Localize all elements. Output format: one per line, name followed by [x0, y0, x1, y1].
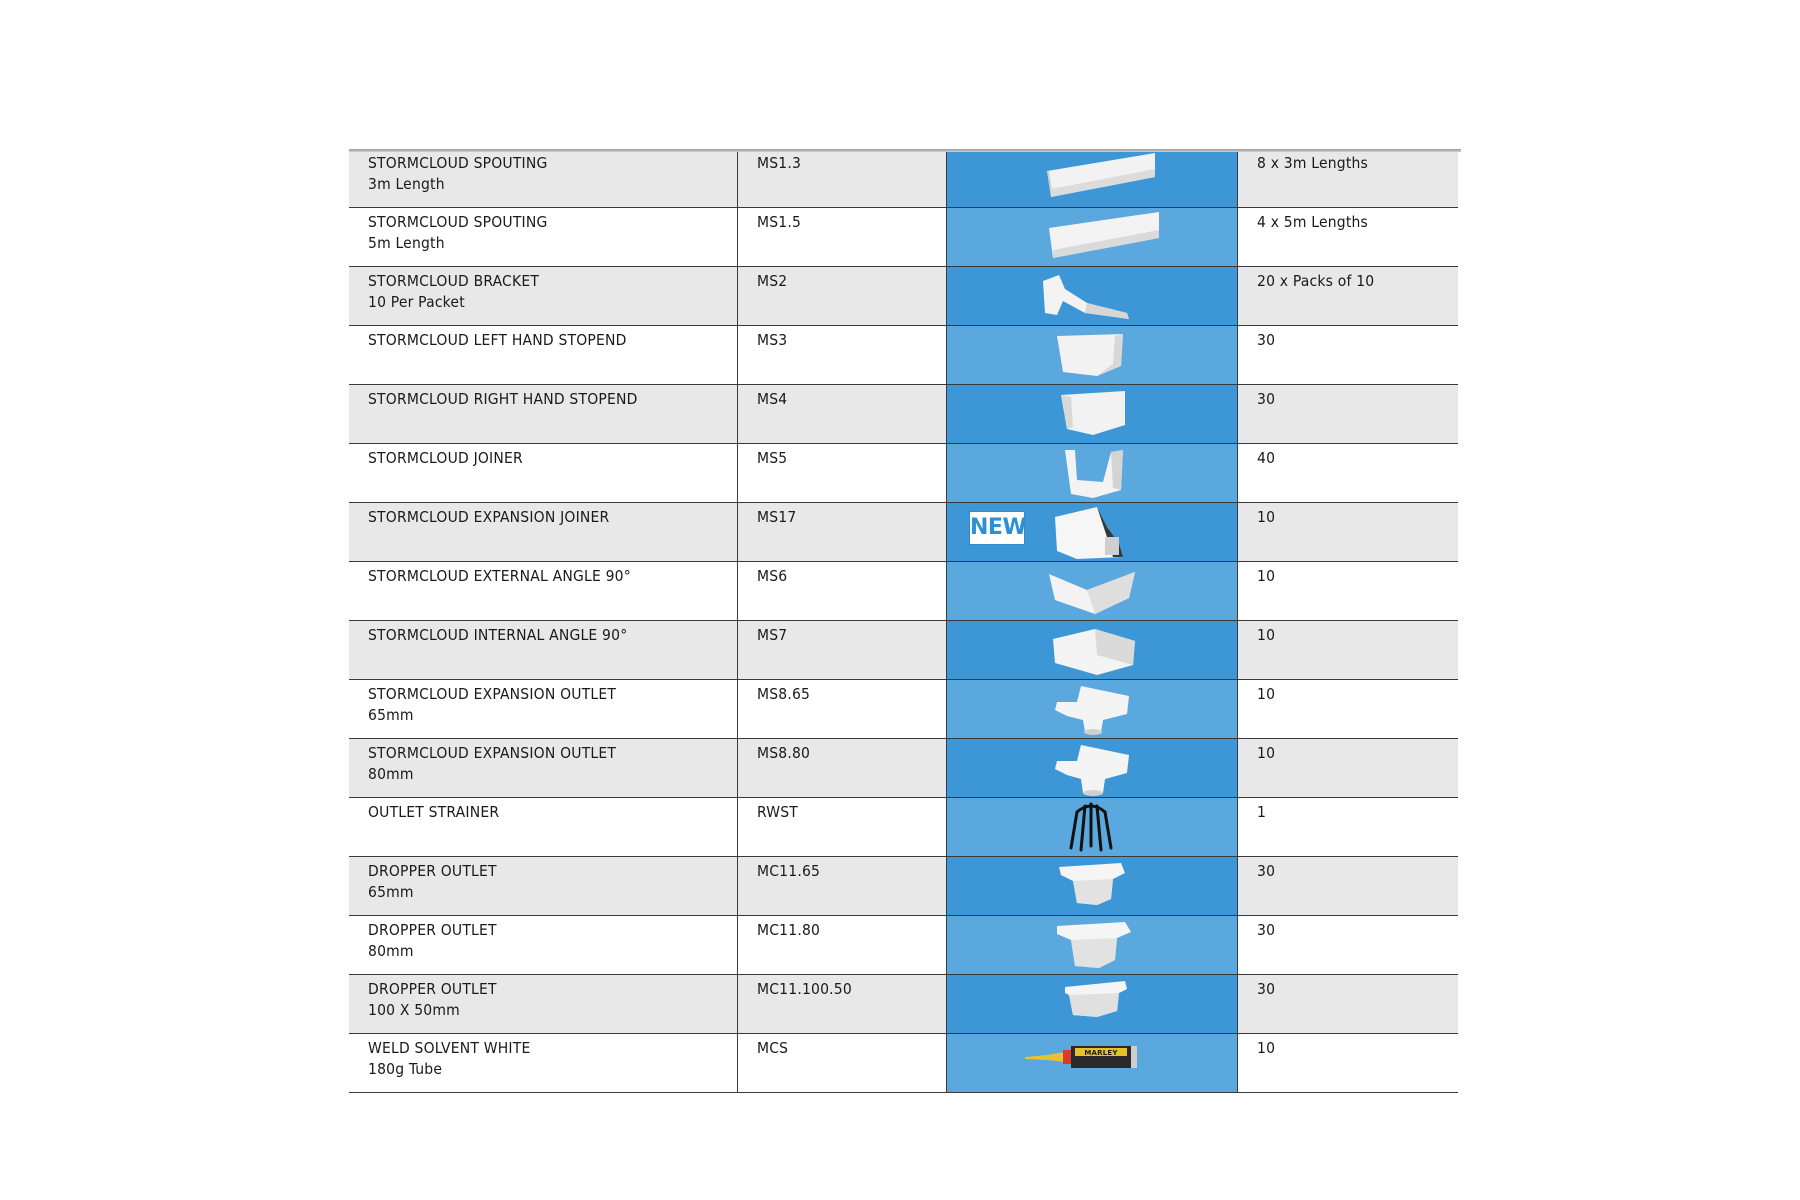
product-name: STORMCLOUD RIGHT HAND STOPEND [368, 390, 638, 408]
description-cell [349, 916, 738, 975]
product-code: MS1.5 [757, 213, 802, 231]
code-cell [738, 680, 947, 739]
image-cell [947, 503, 1238, 562]
product-name: STORMCLOUD SPOUTING [368, 154, 548, 172]
code-cell [738, 385, 947, 444]
pack-quantity: 10 [1257, 626, 1276, 644]
top-rule [349, 149, 1461, 152]
product-name: DROPPER OUTLET [368, 980, 497, 998]
product-detail: 10 Per Packet [368, 293, 465, 311]
image-cell [947, 1034, 1238, 1093]
description-cell [349, 149, 738, 208]
table-row [349, 680, 1458, 739]
product-name: STORMCLOUD EXPANSION OUTLET [368, 685, 617, 703]
description-cell [349, 267, 738, 326]
quantity-cell [1238, 680, 1459, 739]
product-detail: 5m Length [368, 234, 445, 252]
right-stopend-icon [947, 385, 1237, 443]
product-code: MS8.80 [757, 744, 811, 762]
product-code: MS2 [757, 272, 788, 290]
description-cell [349, 444, 738, 503]
code-cell [738, 444, 947, 503]
product-code: RWST [757, 803, 799, 821]
table-row [349, 739, 1458, 798]
product-detail: 180g Tube [368, 1060, 443, 1078]
joiner-icon [947, 444, 1237, 502]
description-cell [349, 739, 738, 798]
image-cell [947, 149, 1238, 208]
image-cell [947, 857, 1238, 916]
internal-angle-icon [947, 621, 1237, 679]
left-stopend-icon [947, 326, 1237, 384]
spouting-5m-icon [947, 208, 1237, 266]
product-code: MS3 [757, 331, 788, 349]
table-row [349, 621, 1458, 680]
description-cell [349, 975, 738, 1034]
quantity-cell [1238, 385, 1459, 444]
pack-quantity: 30 [1257, 390, 1276, 408]
table-row [349, 267, 1458, 326]
image-cell [947, 444, 1238, 503]
image-cell [947, 562, 1238, 621]
pack-quantity: 30 [1257, 921, 1276, 939]
table-row [349, 1034, 1458, 1093]
pack-quantity: 30 [1257, 862, 1276, 880]
product-detail: 65mm [368, 706, 414, 724]
table-row [349, 975, 1458, 1034]
product-name: DROPPER OUTLET [368, 862, 497, 880]
quantity-cell [1238, 1034, 1459, 1093]
code-cell [738, 1034, 947, 1093]
pack-quantity: 1 [1257, 803, 1267, 821]
product-name: DROPPER OUTLET [368, 921, 497, 939]
product-name: STORMCLOUD EXTERNAL ANGLE 90° [368, 567, 631, 585]
product-detail: 80mm [368, 942, 414, 960]
product-name: STORMCLOUD SPOUTING [368, 213, 548, 231]
quantity-cell [1238, 562, 1459, 621]
image-cell [947, 739, 1238, 798]
product-code: MC11.80 [757, 921, 821, 939]
pack-quantity: 8 x 3m Lengths [1257, 154, 1368, 172]
table-row [349, 916, 1458, 975]
product-code: MC11.65 [757, 862, 821, 880]
image-cell [947, 326, 1238, 385]
code-cell [738, 208, 947, 267]
pack-quantity: 10 [1257, 1039, 1276, 1057]
bracket-icon [947, 267, 1237, 325]
description-cell [349, 503, 738, 562]
image-cell [947, 267, 1238, 326]
code-cell [738, 326, 947, 385]
quantity-cell [1238, 798, 1459, 857]
description-cell [349, 562, 738, 621]
table-row [349, 857, 1458, 916]
pack-quantity: 30 [1257, 980, 1276, 998]
code-cell [738, 798, 947, 857]
quantity-cell [1238, 326, 1459, 385]
table-row [349, 149, 1458, 208]
product-detail: 65mm [368, 883, 414, 901]
quantity-cell [1238, 975, 1459, 1034]
expansion-outlet-65-icon [947, 680, 1237, 738]
image-cell [947, 385, 1238, 444]
description-cell [349, 680, 738, 739]
pack-quantity: 10 [1257, 685, 1276, 703]
code-cell [738, 621, 947, 680]
brand-label: MARLEY [1084, 1049, 1118, 1057]
product-detail: 100 X 50mm [368, 1001, 460, 1019]
code-cell [738, 562, 947, 621]
table-row [349, 798, 1458, 857]
product-code: MS7 [757, 626, 788, 644]
pack-quantity: 20 x Packs of 10 [1257, 272, 1375, 290]
product-code: MS4 [757, 390, 788, 408]
product-name: WELD SOLVENT WHITE [368, 1039, 531, 1057]
table-row [349, 385, 1458, 444]
dropper-outlet-65-icon [947, 857, 1237, 915]
product-code: MS17 [757, 508, 797, 526]
pack-quantity: 4 x 5m Lengths [1257, 213, 1368, 231]
product-table [349, 149, 1458, 1093]
description-cell [349, 621, 738, 680]
quantity-cell [1238, 444, 1459, 503]
pack-quantity: 10 [1257, 508, 1276, 526]
product-detail: 3m Length [368, 175, 445, 193]
product-name: STORMCLOUD BRACKET [368, 272, 540, 290]
new-badge-label: NEW [970, 515, 1027, 540]
description-cell [349, 208, 738, 267]
product-detail: 80mm [368, 765, 414, 783]
description-cell [349, 1034, 738, 1093]
product-code: MS1.3 [757, 154, 802, 172]
product-code: MS8.65 [757, 685, 811, 703]
quantity-cell [1238, 208, 1459, 267]
product-code: MCS [757, 1039, 789, 1057]
dropper-outlet-100x50-icon [947, 975, 1237, 1033]
dropper-outlet-80-icon [947, 916, 1237, 974]
quantity-cell [1238, 621, 1459, 680]
product-name: STORMCLOUD EXPANSION JOINER [368, 508, 610, 526]
code-cell [738, 503, 947, 562]
image-cell [947, 208, 1238, 267]
pack-quantity: 40 [1257, 449, 1276, 467]
product-sheet [349, 149, 1461, 1078]
product-name: STORMCLOUD JOINER [368, 449, 523, 467]
image-cell [947, 621, 1238, 680]
outlet-strainer-icon [947, 798, 1237, 856]
solvent-tube-icon [947, 1034, 1237, 1092]
pack-quantity: 10 [1257, 567, 1276, 585]
pack-quantity: 30 [1257, 331, 1276, 349]
code-cell [738, 916, 947, 975]
pack-quantity: 10 [1257, 744, 1276, 762]
quantity-cell [1238, 857, 1459, 916]
quantity-cell [1238, 267, 1459, 326]
description-cell [349, 857, 738, 916]
quantity-cell [1238, 149, 1459, 208]
product-name: OUTLET STRAINER [368, 803, 500, 821]
image-cell [947, 916, 1238, 975]
quantity-cell [1238, 916, 1459, 975]
product-code: MC11.100.50 [757, 980, 852, 998]
table-row [349, 208, 1458, 267]
table-row [349, 326, 1458, 385]
code-cell [738, 267, 947, 326]
expansion-joiner-icon [947, 503, 1237, 561]
image-cell [947, 680, 1238, 739]
quantity-cell [1238, 503, 1459, 562]
table-row [349, 444, 1458, 503]
table-row [349, 503, 1458, 562]
description-cell [349, 385, 738, 444]
code-cell [738, 975, 947, 1034]
image-cell [947, 798, 1238, 857]
product-name: STORMCLOUD INTERNAL ANGLE 90° [368, 626, 628, 644]
table-row [349, 562, 1458, 621]
code-cell [738, 857, 947, 916]
spouting-3m-icon [947, 149, 1237, 207]
product-code: MS6 [757, 567, 788, 585]
product-name: STORMCLOUD EXPANSION OUTLET [368, 744, 617, 762]
product-name: STORMCLOUD LEFT HAND STOPEND [368, 331, 627, 349]
code-cell [738, 739, 947, 798]
description-cell [349, 798, 738, 857]
external-angle-icon [947, 562, 1237, 620]
expansion-outlet-80-icon [947, 739, 1237, 797]
product-code: MS5 [757, 449, 788, 467]
code-cell [738, 149, 947, 208]
quantity-cell [1238, 739, 1459, 798]
image-cell [947, 975, 1238, 1034]
description-cell [349, 326, 738, 385]
